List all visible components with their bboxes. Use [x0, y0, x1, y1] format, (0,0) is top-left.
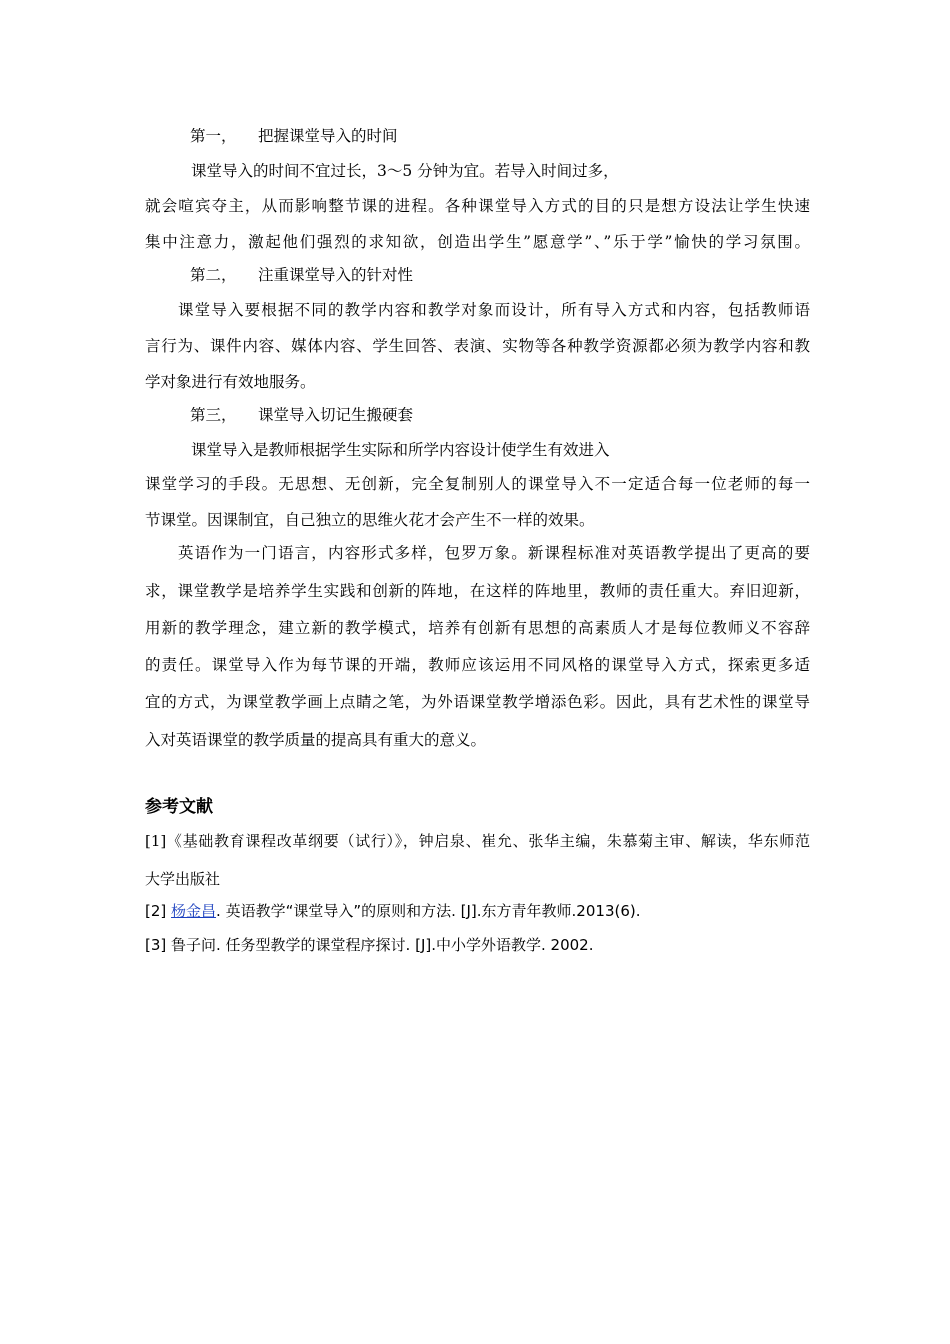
conclusion-line-3: 用新的教学理念，建立新的教学模式，培养有创新有思想的高素质人才是每位教师义不容辞: [145, 619, 810, 637]
section-3-number: 第三，: [190, 406, 237, 424]
section-1-number: 第一，: [190, 127, 237, 145]
conclusion-line-1: 英语作为一门语言，内容形式多样，包罗万象。新课程标准对英语教学提出了更高的要: [178, 544, 810, 562]
section-2-number: 第二，: [190, 266, 237, 284]
reference-1-line-2: [145, 869, 810, 889]
conclusion-line-4: 的责任。课堂导入作为每节课的开端，教师应该运用不同风格的课堂导入方式，探索更多适: [145, 656, 810, 674]
section-2-line-1: 课堂导入要根据不同的教学内容和教学对象而设计，所有导入方式和内容，包括教师语: [178, 301, 810, 319]
section-1-title: 把握课堂导入的时间: [258, 127, 398, 145]
section-2-line-3: 学对象进行有效地服务。: [145, 373, 316, 391]
conclusion-line-2: 求，课堂教学是培养学生实践和创新的阵地，在这样的阵地里，教师的责任重大。弃旧迎新，: [145, 582, 810, 600]
references-heading: 参考文献: [145, 797, 213, 817]
section-3-line-1: 课堂导入是教师根据学生实际和所学内容设计使学生有效进入: [191, 441, 610, 459]
reference-2-number: [2]: [145, 902, 172, 920]
section-1-line-2: 就会喧宾夺主，从而影响整节课的进程。各种课堂导入方式的目的只是想方设法让学生快速: [145, 197, 810, 215]
section-1-line-1: 课堂导入的时间不宜过长，3～5 分钟为宜。若导入时间过多，: [191, 162, 619, 180]
reference-1-line-1: [145, 831, 810, 851]
conclusion-line-6: 入对英语课堂的教学质量的提高具有重大的意义。: [145, 731, 487, 749]
reference-1-continuation: 大学出版社: [145, 870, 221, 888]
reference-2-author-link[interactable]: 杨金昌: [171, 902, 217, 920]
reference-2-rest: . 英语教学“课堂导入”的原则和方法. [J].东方青年教师.2013(6).: [216, 902, 641, 920]
section-1-line-3: 集中注意力，激起他们强烈的求知欲，创造出学生”愿意学”、”乐于学”愉快的学习氛围。: [145, 233, 810, 251]
section-2-line-2: 言行为、课件内容、媒体内容、学生回答、表演、实物等各种教学资源都必须为教学内容和教: [145, 337, 810, 355]
reference-2: [145, 901, 810, 921]
reference-3: [3] 鲁子问. 任务型教学的课堂程序探讨. [J].中小学外语教学. 2002.: [145, 936, 594, 954]
section-3-line-3: 节课堂。因课制宜，自己独立的思维火花才会产生不一样的效果。: [145, 511, 595, 529]
section-3-line-2: 课堂学习的手段。无思想、无创新，完全复制别人的课堂导入不一定适合每一位老师的每一: [145, 475, 810, 493]
reference-1-text: [1]《基础教育课程改革纲要（试行）》，钟启泉、崔允、张华主编，朱慕菊主审、解读，华东师范: [145, 832, 810, 850]
section-2-title: 注重课堂导入的针对性: [258, 266, 414, 284]
conclusion-line-5: 宜的方式，为课堂教学画上点睛之笔，为外语课堂教学增添色彩。因此，具有艺术性的课堂导: [145, 693, 810, 711]
section-3-title: 课堂导入切记生搬硬套: [258, 406, 414, 424]
